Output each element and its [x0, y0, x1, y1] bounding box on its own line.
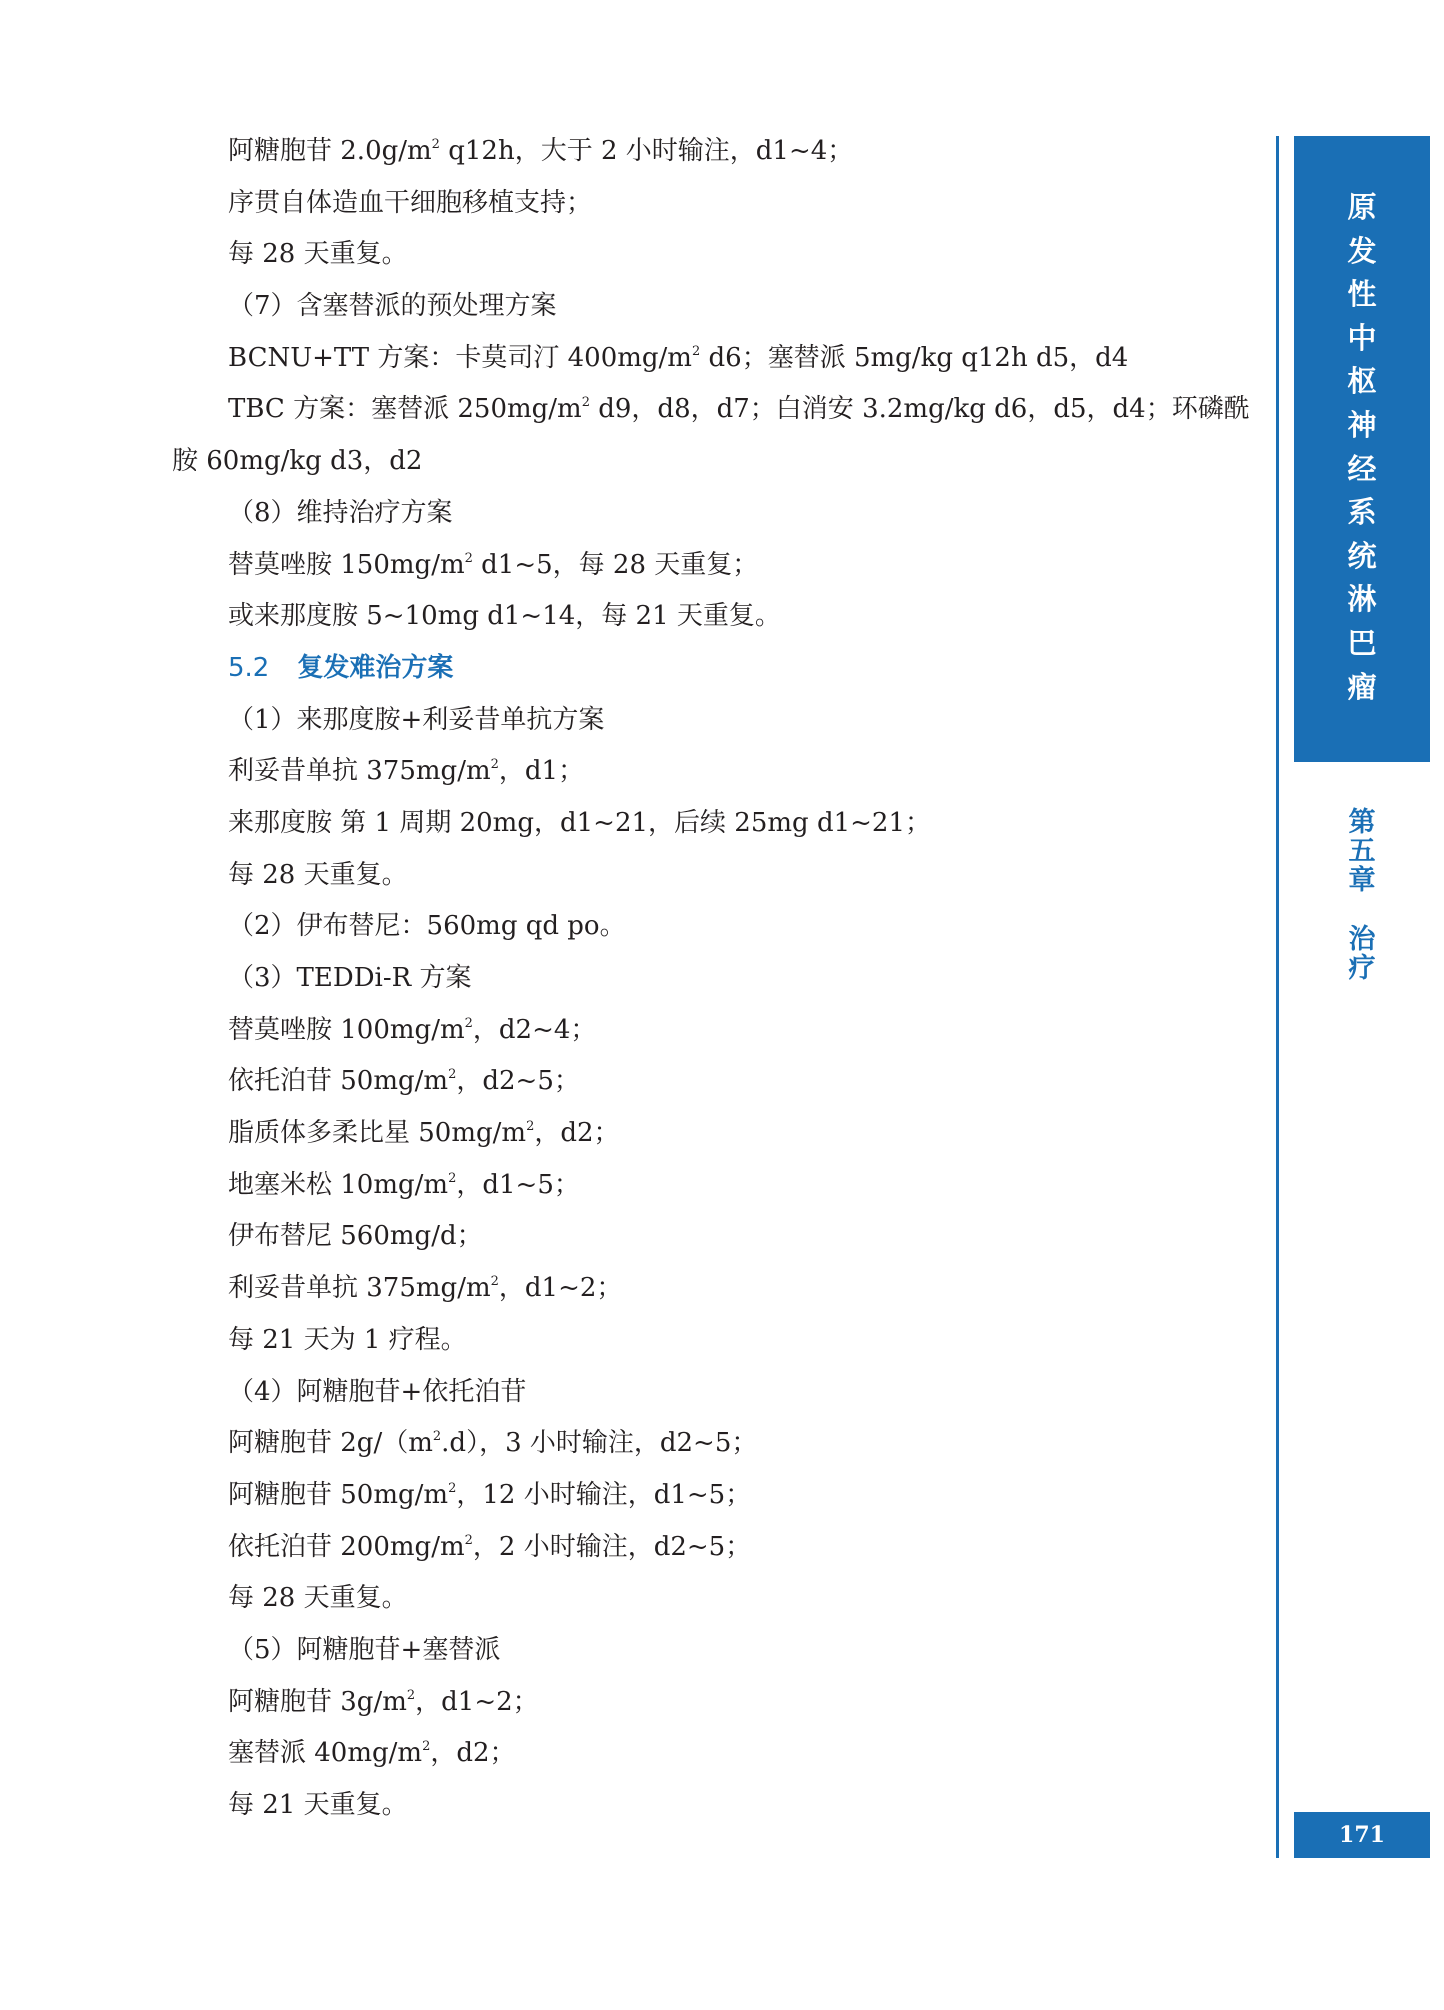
page-body	[172, 126, 1250, 1832]
text-line: 替莫唑胺 $150mg/m^2$ d1~5，每 28 天重复；	[228, 549, 759, 580]
text-line: 地塞米松 $10mg/m^2$，d1~5；	[228, 1169, 580, 1200]
text-line: TBC 方案：塞替派 $250mg/m^2$ d9，d8，d7；白消安 3.2mg/kg d6，d5，d4；环磷酰	[228, 394, 1250, 425]
margin-rule	[1276, 136, 1279, 1858]
book-title-tab	[1294, 136, 1430, 762]
subheading-3: （3）TEDDi-R 方案	[228, 963, 472, 993]
text-line: 利妥昔单抗 $375mg/m^2$，d1~2；	[228, 1273, 623, 1304]
chapter-char: 五	[1348, 836, 1376, 867]
section-heading	[172, 643, 1208, 695]
chapter-tab	[1294, 808, 1430, 983]
chapter-char: 章	[1348, 865, 1376, 896]
book-title-char: 枢	[1347, 364, 1377, 399]
text-line: 来那度胺 第 1 周期 20mg，d1~21，后续 25mg d1~21；	[228, 807, 932, 838]
book-title-char: 统	[1347, 538, 1377, 573]
subheading-1: （1）来那度胺+利妥昔单抗方案	[228, 704, 605, 735]
text-line: 序贯自体造血干细胞移植支持；	[228, 187, 593, 218]
text-line: 每 21 天重复。	[228, 1790, 408, 1820]
book-title-char: 经	[1347, 451, 1377, 486]
subheading-7: （7）含塞替派的预处理方案	[228, 291, 557, 322]
text-line: 阿糖胞苷 $50mg/m^2$，12 小时输注，d1~5；	[228, 1479, 752, 1510]
text-line: BCNU+TT 方案：卡莫司汀 $400mg/m^2$ d6；塞替派 5mg/kg q12h d5，d4	[228, 342, 1129, 373]
text-line: 脂质体多柔比星 $50mg/m^2$，d2；	[228, 1118, 620, 1149]
text-line: 阿糖胞苷 $3g/m^2$，d1~2；	[228, 1686, 539, 1717]
book-title-char: 淋	[1347, 582, 1377, 617]
text-line: 阿糖胞苷 $2g/(m^2.d)$，3 小时输注，d2~5；	[228, 1428, 758, 1459]
book-title-char: 神	[1347, 407, 1377, 442]
book-title-char: 发	[1347, 233, 1377, 268]
text-line: 依托泊苷 $50mg/m^2$，d2~5；	[228, 1066, 580, 1097]
book-title-char: 中	[1347, 320, 1377, 355]
text-line: 替莫唑胺 $100mg/m^2$，d2~4；	[228, 1014, 597, 1045]
book-title-char: 系	[1347, 495, 1377, 530]
text-line: 依托泊苷 $200mg/m^2$，2 小时输注，d2~5；	[228, 1531, 752, 1562]
text-line: 伊布替尼 560mg/d；	[228, 1221, 483, 1252]
subheading-4: （4）阿糖胞苷+依托泊苷	[228, 1376, 527, 1407]
section-number: 5.2	[228, 652, 270, 683]
book-title-char: 原	[1347, 190, 1377, 224]
page-number: 171	[1294, 1812, 1430, 1858]
text-line: 每 21 天为 1 疗程。	[228, 1324, 467, 1355]
text-line: 每 28 天重复。	[228, 1583, 408, 1614]
book-title-char: 巴	[1347, 625, 1377, 660]
section-title: 复发难治方案	[297, 652, 454, 683]
book-title-char: 瘤	[1347, 669, 1377, 704]
section-char: 疗	[1348, 953, 1376, 984]
text-line: 每 28 天重复。	[228, 239, 408, 270]
text-line: 阿糖胞苷 $2.0g/m^2$ q12h，大于 2 小时输注，d1~4；	[228, 136, 854, 166]
text-line: 每 28 天重复。	[228, 859, 408, 890]
text-line: 或来那度胺 5~10mg d1~14，每 21 天重复。	[228, 601, 781, 632]
chapter-char: 第	[1348, 807, 1376, 838]
section-char: 治	[1348, 924, 1376, 955]
text-line: 利妥昔单抗 $375mg/m^2$，d1；	[228, 756, 585, 787]
book-title-char: 性	[1347, 277, 1377, 312]
text-line-continuation: 胺 60mg/kg d3，d2	[172, 446, 423, 477]
text-line: 塞替派 $40mg/m^2$，d2；	[228, 1738, 516, 1769]
subheading-5: （5）阿糖胞苷+塞替派	[228, 1634, 501, 1665]
subheading-2: （2）伊布替尼：560mg qd po。	[228, 911, 626, 942]
subheading-8: （8）维持治疗方案	[228, 497, 453, 528]
